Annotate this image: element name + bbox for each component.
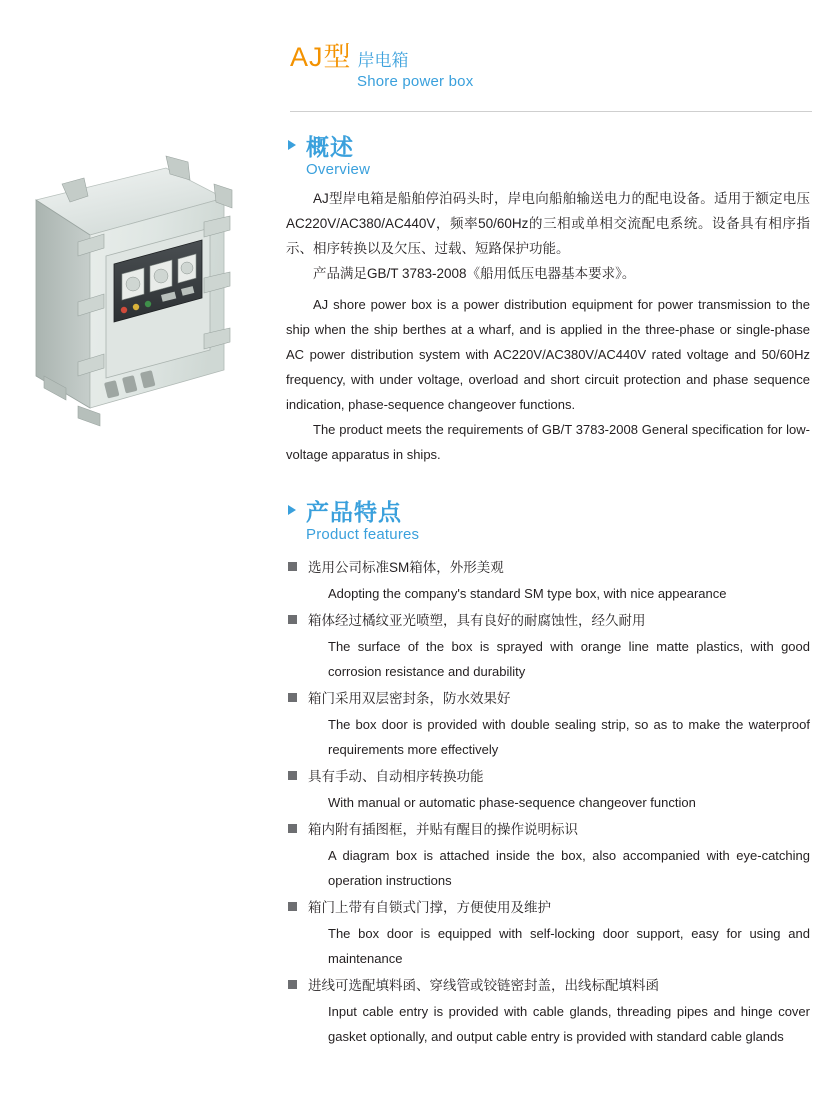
- feature-text-cn: 箱内附有插图框，并贴有醒目的操作说明标识: [308, 822, 578, 837]
- triangle-right-icon: [288, 505, 296, 515]
- product-title-block: [276, 42, 812, 102]
- overview-paragraph-en-1: AJ shore power box is a power distribution equipment for power transmission to the ship when the ship berthes at a wharf, and is applied in the three-phase or single-phase AC power distribution system with AC220V/AC380V/AC440V rated voltage and 50/60Hz frequency, with under voltage, overload and short circuit protection and phase sequence indication, phase-sequence changeover functions.: [286, 297, 810, 412]
- square-bullet-icon: [288, 562, 297, 571]
- feature-list: [276, 555, 812, 1049]
- product-model: AJ型: [290, 42, 352, 72]
- square-bullet-icon: [288, 771, 297, 780]
- feature-text-en: Input cable entry is provided with cable glands, threading pipes and hinge cover gasket optionally, and output cable entry is provided with standard cable glands: [328, 1004, 810, 1044]
- overview-paragraph-cn-1: AJ型岸电箱是船舶停泊码头时，岸电向船舶输送电力的配电设备。适用于额定电压AC220V/AC380/AC440V，频率50/60Hz的三相或单相交流配电系统。设备具有相序指示、相序转换以及欠压、过载、短路保护功能。: [286, 191, 810, 256]
- feature-text-cn: 箱体经过橘纹亚光喷塑，具有良好的耐腐蚀性，经久耐用: [308, 613, 646, 628]
- square-bullet-icon: [288, 615, 297, 624]
- product-name-cn: 岸电箱: [357, 51, 409, 70]
- overview-paragraph-cn-2: 产品满足GB/T 3783-2008《船用低压电器基本要求》。: [313, 266, 636, 281]
- list-item: [286, 555, 812, 606]
- feature-text-en: The box door is equipped with self-locking door support, easy for using and maintenance: [328, 926, 810, 966]
- title-divider: [290, 111, 812, 112]
- section-heading-features: [276, 499, 812, 545]
- feature-text-en: The box door is provided with double sealing strip, so as to make the waterproof requirements more effectively: [328, 717, 810, 757]
- shore-power-box-illustration: [18, 138, 240, 438]
- square-bullet-icon: [288, 902, 297, 911]
- overview-heading-en: Overview: [306, 161, 371, 178]
- overview-heading-cn: 概述: [306, 134, 354, 160]
- features-heading-en: Product features: [306, 526, 420, 543]
- square-bullet-icon: [288, 980, 297, 989]
- list-item: [286, 608, 812, 684]
- square-bullet-icon: [288, 693, 297, 702]
- list-item: [286, 764, 812, 815]
- list-item: [286, 895, 812, 971]
- feature-text-cn: 箱门上带有自锁式门撑，方便使用及维护: [308, 900, 551, 915]
- feature-text-en: A diagram box is attached inside the box, also accompanied with eye-catching operation instructions: [328, 848, 810, 888]
- feature-text-en: Adopting the company's standard SM type box, with nice appearance: [328, 586, 727, 601]
- overview-paragraph-en-2: The product meets the requirements of GB/T 3783-2008 General specification for low-voltage apparatus in ships.: [286, 422, 810, 462]
- feature-text-en: With manual or automatic phase-sequence changeover function: [328, 795, 696, 810]
- feature-text-cn: 箱门采用双层密封条，防水效果好: [308, 691, 511, 706]
- feature-text-en: The surface of the box is sprayed with orange line matte plastics, with good corrosion resistance and durability: [328, 639, 810, 679]
- list-item: [286, 817, 812, 893]
- triangle-right-icon: [288, 140, 296, 150]
- left-column: [0, 0, 258, 1118]
- features-heading-cn: 产品特点: [306, 499, 402, 525]
- list-item: [286, 973, 812, 1049]
- product-name-en: Shore power box: [357, 73, 474, 90]
- list-item: [286, 686, 812, 762]
- feature-text-cn: 具有手动、自动相序转换功能: [308, 769, 484, 784]
- square-bullet-icon: [288, 824, 297, 833]
- product-photo: [18, 138, 240, 438]
- feature-text-cn: 选用公司标准SM箱体，外形美观: [308, 560, 504, 575]
- feature-text-cn: 进线可选配填料函、穿线管或铰链密封盖，出线标配填料函: [308, 978, 659, 993]
- right-column: [258, 0, 830, 1118]
- section-heading-overview: [276, 134, 812, 180]
